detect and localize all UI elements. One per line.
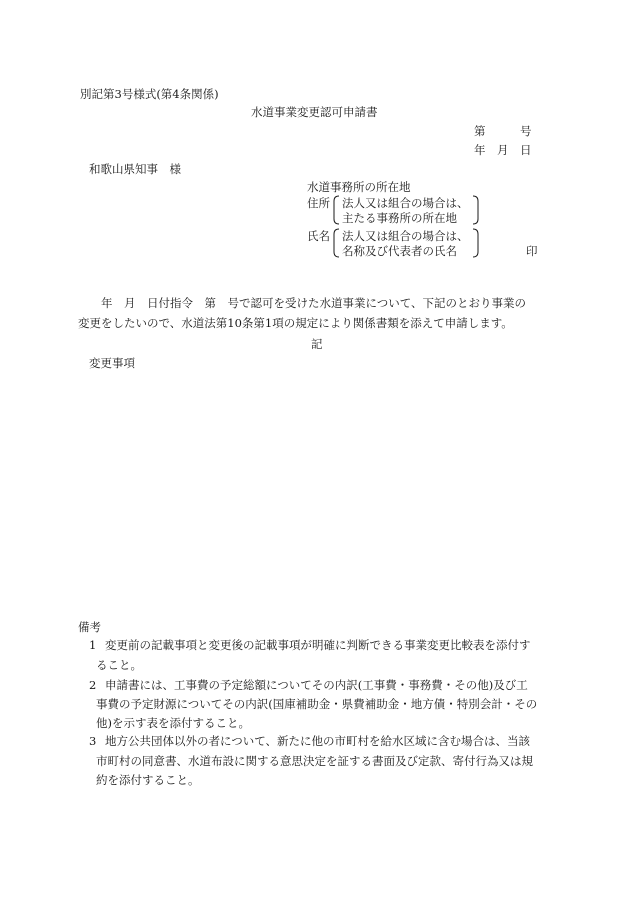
body-text-line2: 変更をしたいので、水道法第10条第1項の規定により関係書類を添えて申請します。 xyxy=(78,316,513,330)
note-3-line2: 市町村の同意書、水道布設に関する意思決定を証する書面及び定款、寄付行為又は規 xyxy=(96,754,533,768)
seal-mark: 印 xyxy=(526,244,538,258)
name-note-line2: 名称及び代表者の氏名 xyxy=(342,244,457,258)
note-3-number: 3 xyxy=(89,734,97,748)
document-date: 年 月 日 xyxy=(474,143,532,157)
note-2-number: 2 xyxy=(89,678,97,692)
note-1-number: 1 xyxy=(89,638,97,652)
note-1-line2: ること。 xyxy=(96,658,142,672)
note-1-line1: 変更前の記載事項と変更後の記載事項が明確に判断できる事業変更比較表を添付す xyxy=(105,638,531,652)
document-number: 第 号 xyxy=(474,124,532,138)
note-2-line3: 他)を示す表を添付すること。 xyxy=(96,716,250,730)
form-label: 別記第3号様式(第4条関係) xyxy=(80,87,219,101)
document-title: 水道事業変更認可申請書 xyxy=(251,105,378,119)
note-3-line1: 地方公共団体以外の者について、新たに他の市町村を給水区域に含む場合は、当該 xyxy=(105,734,531,748)
body-text-line1: 年 月 日付指令 第 号で認可を受けた水道事業について、下記のとおり事業の xyxy=(78,296,527,310)
note-2-line1: 申請書には、工事費の予定総額についてその内訳(工事費・事務費・その他)及び工 xyxy=(105,678,528,692)
address-note-line2: 主たる事務所の所在地 xyxy=(342,211,457,225)
address-note-line1: 法人又は組合の場合は、 xyxy=(342,196,469,210)
address-left-bracket-icon xyxy=(333,195,341,225)
name-note-line1: 法人又は組合の場合は、 xyxy=(342,229,469,243)
remarks-title: 備考 xyxy=(78,620,101,634)
note-2-line2: 事費の予定財源についてその内訳(国庫補助金・県費補助金・地方債・特別会計・その xyxy=(96,697,538,711)
name-right-bracket-icon xyxy=(472,228,480,258)
name-left-bracket-icon xyxy=(333,228,341,258)
addressee: 和歌山県知事 様 xyxy=(89,162,181,176)
office-location-label: 水道事務所の所在地 xyxy=(307,180,411,194)
note-3-line3: 約を添付すること。 xyxy=(96,773,200,787)
address-label: 住所 xyxy=(307,196,330,210)
ki-heading: 記 xyxy=(311,337,323,351)
change-items-label: 変更事項 xyxy=(89,356,135,370)
address-right-bracket-icon xyxy=(472,195,480,225)
name-label: 氏名 xyxy=(307,229,330,243)
